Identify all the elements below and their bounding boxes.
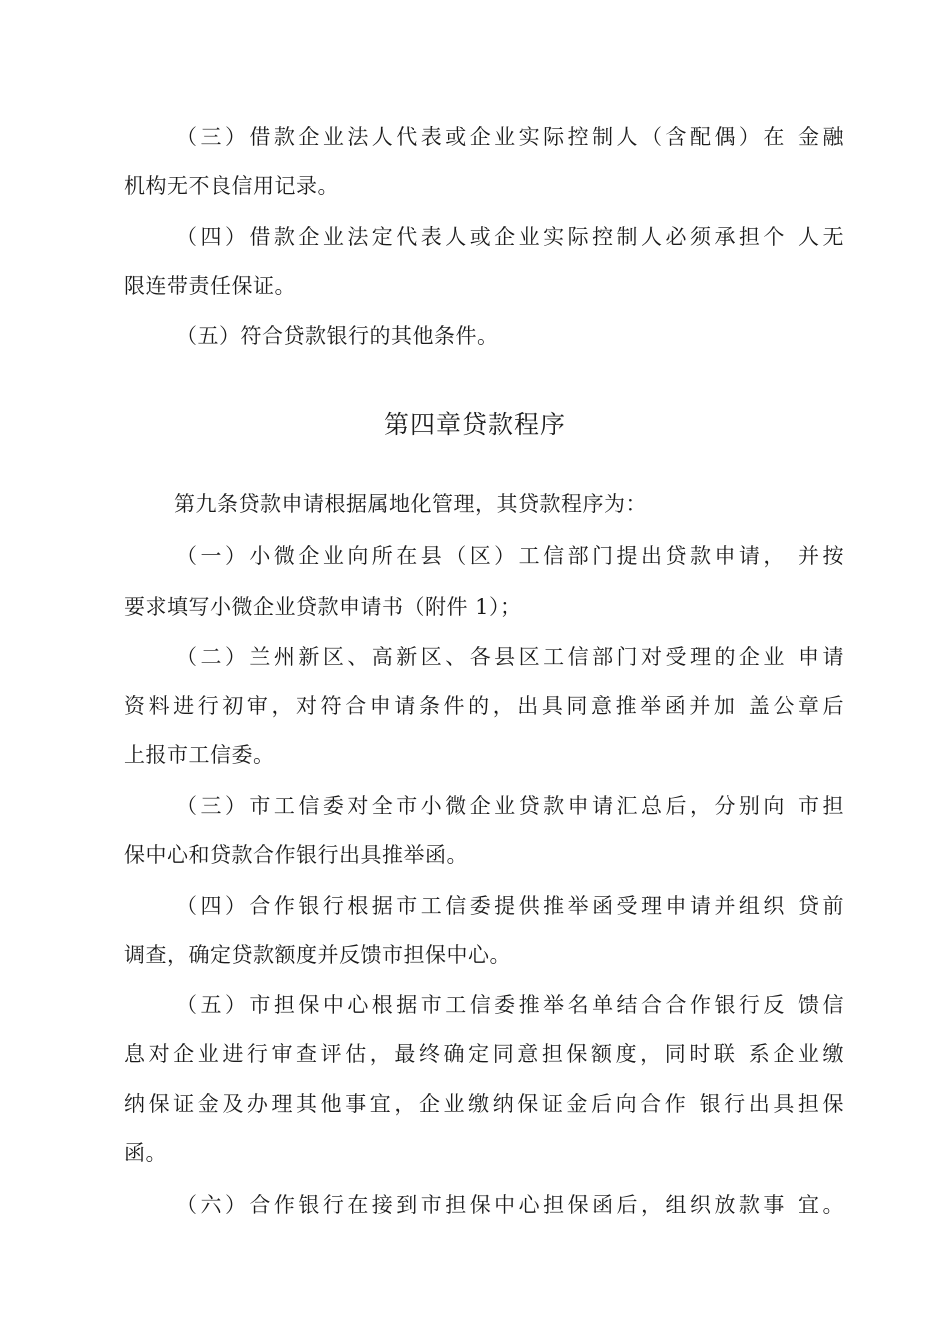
chapter-title: 第四章贷款程序 xyxy=(383,410,566,439)
article-9-item-4-line-1: （四）合作银行根据市工信委提供推举函受理申请并组织 贷前 xyxy=(176,894,844,918)
section-4-line-2: 限连带责任保证。 xyxy=(124,274,296,298)
section-3-line-1: （三）借款企业法人代表或企业实际控制人（含配偶）在 金融 xyxy=(176,125,844,149)
article-9-intro: 第九条贷款申请根据属地化管理，其贷款程序为： xyxy=(174,492,647,516)
article-9-item-2-line-3: 上报市工信委。 xyxy=(124,743,275,767)
article-9-item-2-line-1: （二）兰州新区、高新区、各县区工信部门对受理的企业 申请 xyxy=(176,645,844,669)
article-9-item-5-line-1: （五）市担保中心根据市工信委推举名单结合合作银行反 馈信 xyxy=(176,993,844,1017)
article-9-item-1-line-2: 要求填写小微企业贷款申请书（附件 1）； xyxy=(124,595,522,619)
article-9-item-1-line-1: （一）小微企业向所在县（区）工信部门提出贷款申请， 并按 xyxy=(176,544,844,568)
article-9-item-6-line-1: （六）合作银行在接到市担保中心担保函后，组织放款事 宜。 xyxy=(176,1193,844,1217)
article-9-item-2-line-2: 资料进行初审，对符合申请条件的，出具同意推举函并加 盖公章后 xyxy=(124,694,844,718)
article-9-item-5-line-3: 纳保证金及办理其他事宜，企业缴纳保证金后向合作 银行出具担保 xyxy=(124,1092,844,1116)
section-4-line-1: （四）借款企业法定代表人或企业实际控制人必须承担个 人无 xyxy=(176,225,844,249)
article-9-item-5-line-2: 息对企业进行审查评估，最终确定同意担保额度，同时联 系企业缴 xyxy=(124,1042,844,1066)
article-9-item-4-line-2: 调查，确定贷款额度并反馈市担保中心。 xyxy=(124,943,511,967)
article-9-item-5-line-4: 函。 xyxy=(124,1141,167,1165)
article-9-item-3-line-1: （三）市工信委对全市小微企业贷款申请汇总后，分别向 市担 xyxy=(176,794,844,818)
section-5-line-1: （五）符合贷款银行的其他条件。 xyxy=(176,324,499,348)
section-3-line-2: 机构无不良信用记录。 xyxy=(124,174,339,198)
article-9-item-3-line-2: 保中心和贷款合作银行出具推举函。 xyxy=(124,843,468,867)
